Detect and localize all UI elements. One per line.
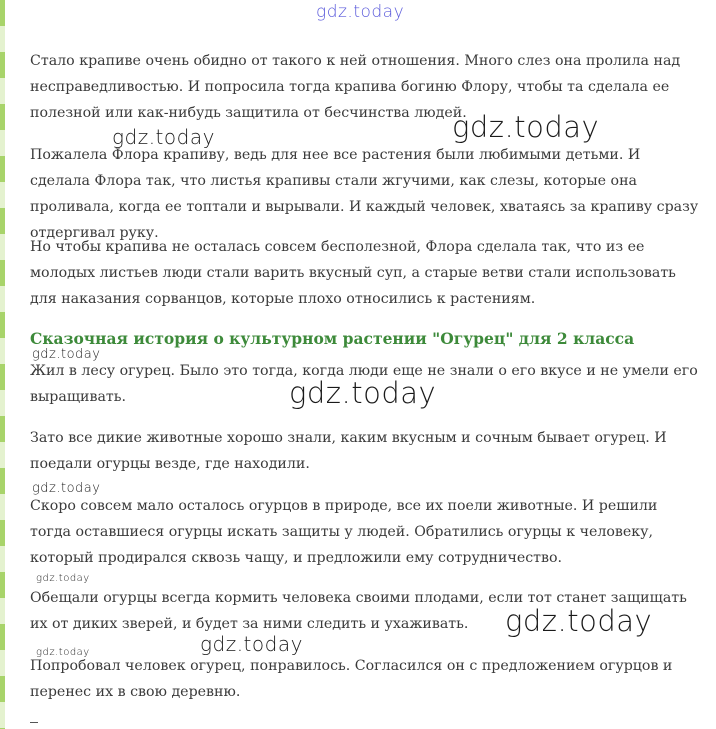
paragraph: Скоро совсем мало осталось огурцов в природе, все их поели животные. И решили тогда оставшиеся огурцы искать защиты у людей. Обратились огурцы к человеку, который продирался сквозь чащу, и предложили ему сотрудничество. — [30, 498, 658, 566]
watermark: gdz.today — [32, 481, 101, 496]
watermark: gdz.today — [452, 110, 600, 144]
cut-off-text — [30, 722, 38, 723]
left-edge-decoration — [0, 0, 5, 729]
watermark: gdz.today — [112, 125, 215, 149]
watermark: gdz.today — [289, 376, 437, 410]
paragraph: Жил в лесу огурец. Было это тогда, когда люди еще не знали о его вкусе и не умели его выращивать. — [30, 363, 698, 405]
watermark: gdz.today — [36, 647, 90, 658]
paragraph: Зато все дикие животные хорошо знали, каким вкусным и сочным бывает огурец. И поедали огурцы везде, где находили. — [30, 430, 667, 472]
paragraph: Попробовал человек огурец, понравилось. Согласился он с предложением огурцов и перенес их в свою деревню. — [30, 658, 673, 700]
watermark: gdz.today — [505, 604, 653, 638]
paragraph: Но чтобы крапива не осталась совсем бесполезной, Флора сделала так, что из ее молодых листьев люди стали варить вкусный суп, а старые ветви стали использовать для наказания сорванцов, которые плохо относились к растениям. — [30, 239, 676, 307]
section-heading: Сказочная история о культурном растении "Огурец" для 2 класса — [30, 329, 635, 348]
watermark: gdz.today — [200, 632, 303, 656]
watermark: gdz.today — [36, 573, 90, 584]
paragraph: Стало крапиве очень обидно от такого к ней отношения. Много слез она пролила над несправедливостью. И попросила тогда крапива богиню Флору, чтобы та сделала ее полезной или как-нибудь защитила от бесчинства людей. — [30, 53, 681, 121]
paragraph: Пожалела Флора крапиву, ведь для нее все растения были любимыми детьми. И сделала Флора так, что листья крапивы стали жгучими, как слезы, которые она проливала, когда ее топтали и вырывали. И каждый человек, хватаясь за крапиву сразу отдергивал руку. — [30, 147, 699, 241]
watermark: gdz.today — [32, 347, 101, 362]
paragraph: Обещали огурцы всегда кормить человека своими плодами, если тот станет защищать их от диких зверей, и будет за ними следить и ухаживать. — [30, 590, 687, 632]
watermark: gdz.today — [316, 2, 405, 22]
